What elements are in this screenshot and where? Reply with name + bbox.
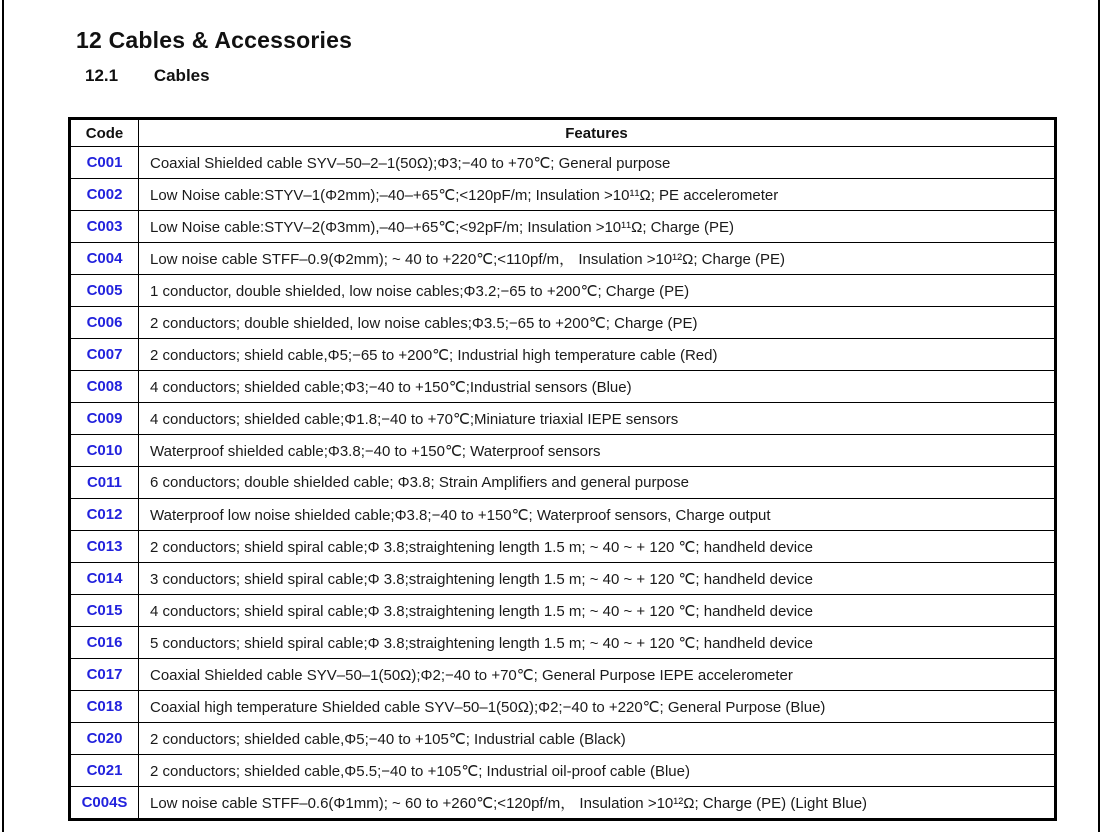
- section-number: 12.1: [85, 66, 119, 85]
- page-frame-right-border: [1098, 0, 1100, 832]
- table-row: [70, 659, 1056, 691]
- cable-code: C008: [70, 371, 139, 403]
- cable-features: Low noise cable STFF–0.6(Φ1mm); ~ 60 to +260℃;<120pf/m， Insulation >10¹²Ω; Charge (PE) (Light Blue): [139, 787, 1056, 820]
- cable-code: C001: [70, 147, 139, 179]
- cable-features: 2 conductors; shielded cable,Φ5;−40 to +105℃; Industrial cable (Black): [139, 723, 1056, 755]
- cable-features: 2 conductors; shielded cable,Φ5.5;−40 to +105℃; Industrial oil-proof cable (Blue): [139, 755, 1056, 787]
- table-row: [70, 467, 1056, 499]
- cable-features: Low Noise cable:STYV–1(Φ2mm);–40–+65℃;<120pF/m; Insulation >10¹¹Ω; PE accelerometer: [139, 179, 1056, 211]
- cable-features: Waterproof shielded cable;Φ3.8;−40 to +150℃; Waterproof sensors: [139, 435, 1056, 467]
- cable-code: C004: [70, 243, 139, 275]
- table-row: [70, 371, 1056, 403]
- cable-code: C013: [70, 531, 139, 563]
- section-title: Cables: [153, 66, 210, 85]
- table-row: [70, 755, 1056, 787]
- features-column-header: Features: [139, 119, 1056, 147]
- cable-features: Low noise cable STFF–0.9(Φ2mm); ~ 40 to +220℃;<110pf/m， Insulation >10¹²Ω; Charge (PE): [139, 243, 1056, 275]
- cable-features: Waterproof low noise shielded cable;Φ3.8;−40 to +150℃; Waterproof sensors, Charge output: [139, 499, 1056, 531]
- cable-code: C017: [70, 659, 139, 691]
- cable-code: C012: [70, 499, 139, 531]
- cable-code: C006: [70, 307, 139, 339]
- table-row: [70, 307, 1056, 339]
- table-row: [70, 595, 1056, 627]
- page-frame-left-border: [2, 0, 4, 832]
- table-row: [70, 499, 1056, 531]
- cable-code: C003: [70, 211, 139, 243]
- cable-features: Coaxial Shielded cable SYV–50–2–1(50Ω);Φ3;−40 to +70℃; General purpose: [139, 147, 1056, 179]
- cable-code: C015: [70, 595, 139, 627]
- cable-features: 2 conductors; double shielded, low noise cables;Φ3.5;−65 to +200℃; Charge (PE): [139, 307, 1056, 339]
- cable-code: C007: [70, 339, 139, 371]
- cable-features: Coaxial high temperature Shielded cable SYV–50–1(50Ω);Φ2;−40 to +220℃; General Purpose (Blue): [139, 691, 1056, 723]
- cables-table: [68, 117, 1057, 821]
- cable-code: C009: [70, 403, 139, 435]
- table-row: [70, 403, 1056, 435]
- section-heading: [85, 66, 210, 86]
- cable-code: C004S: [70, 787, 139, 820]
- table-row: [70, 211, 1056, 243]
- table-row: [70, 339, 1056, 371]
- cable-features: 4 conductors; shield spiral cable;Φ 3.8;straightening length 1.5 m; ~ 40 ~ + 120 ℃; handheld device: [139, 595, 1056, 627]
- cable-code: C021: [70, 755, 139, 787]
- table-row: [70, 691, 1056, 723]
- cable-features: 2 conductors; shield cable,Φ5;−65 to +200℃; Industrial high temperature cable (Red): [139, 339, 1056, 371]
- table-row: [70, 435, 1056, 467]
- cable-code: C018: [70, 691, 139, 723]
- cable-features: Low Noise cable:STYV–2(Φ3mm),–40–+65℃;<92pF/m; Insulation >10¹¹Ω; Charge (PE): [139, 211, 1056, 243]
- chapter-title: 12 Cables & Accessories: [76, 27, 353, 54]
- cable-features: 4 conductors; shielded cable;Φ3;−40 to +150℃;Industrial sensors (Blue): [139, 371, 1056, 403]
- table-row: [70, 243, 1056, 275]
- table-row: [70, 531, 1056, 563]
- cable-features: 6 conductors; double shielded cable; Φ3.8; Strain Amplifiers and general purpose: [139, 467, 1056, 499]
- cable-code: C002: [70, 179, 139, 211]
- cable-features: 1 conductor, double shielded, low noise cables;Φ3.2;−65 to +200℃; Charge (PE): [139, 275, 1056, 307]
- cable-code: C011: [70, 467, 139, 499]
- table-row: [70, 147, 1056, 179]
- code-column-header: Code: [70, 119, 139, 147]
- cable-features: 4 conductors; shielded cable;Φ1.8;−40 to +70℃;Miniature triaxial IEPE sensors: [139, 403, 1056, 435]
- table-header: [70, 119, 1056, 147]
- cable-features: 5 conductors; shield spiral cable;Φ 3.8;straightening length 1.5 m; ~ 40 ~ + 120 ℃; handheld device: [139, 627, 1056, 659]
- cable-code: C014: [70, 563, 139, 595]
- table-row: [70, 563, 1056, 595]
- cable-features: 3 conductors; shield spiral cable;Φ 3.8;straightening length 1.5 m; ~ 40 ~ + 120 ℃; handheld device: [139, 563, 1056, 595]
- table-row: [70, 179, 1056, 211]
- table-row: [70, 723, 1056, 755]
- cable-features: 2 conductors; shield spiral cable;Φ 3.8;straightening length 1.5 m; ~ 40 ~ + 120 ℃; handheld device: [139, 531, 1056, 563]
- table-row: [70, 627, 1056, 659]
- cable-code: C010: [70, 435, 139, 467]
- cable-code: C020: [70, 723, 139, 755]
- cable-code: C016: [70, 627, 139, 659]
- table-row: [70, 787, 1056, 820]
- cable-features: Coaxial Shielded cable SYV–50–1(50Ω);Φ2;−40 to +70℃; General Purpose IEPE accelerometer: [139, 659, 1056, 691]
- table-row: [70, 275, 1056, 307]
- cable-code: C005: [70, 275, 139, 307]
